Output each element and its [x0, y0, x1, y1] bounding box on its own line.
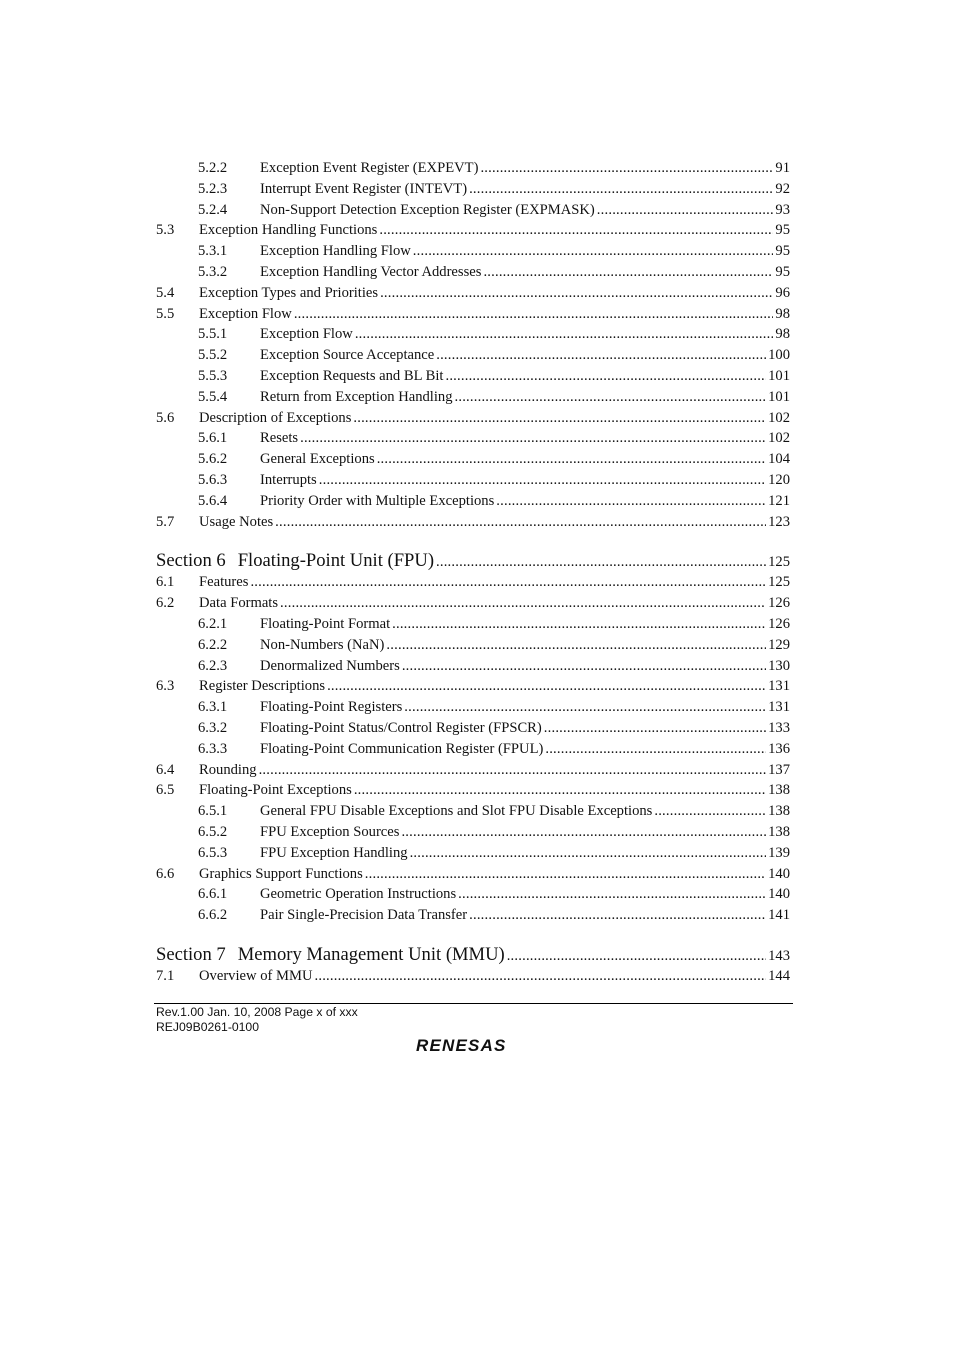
toc-entry-line [199, 676, 790, 697]
toc-entry-line [199, 572, 790, 593]
toc-entry-line [260, 345, 790, 366]
toc-entry-line [199, 966, 790, 987]
toc-entry-number: 6.2.2 [198, 636, 228, 653]
toc-page-number: 96 [775, 284, 790, 301]
toc-entry-number: 6.2.1 [198, 615, 228, 632]
toc-page-number: 120 [768, 471, 790, 488]
toc-entry-number: 5.5 [156, 305, 175, 322]
toc-entry-title: Priority Order with Multiple Exceptions [260, 492, 495, 509]
toc-page-number: 141 [768, 907, 790, 924]
toc-entry-number: 6.6.2 [198, 907, 228, 924]
toc-entry[interactable] [156, 324, 790, 345]
toc-entry-title: Usage Notes [199, 513, 274, 530]
toc-entry-number: 5.2.3 [198, 180, 228, 197]
toc-section-label [156, 944, 505, 966]
toc-entry-title: Interrupt Event Register (INTEVT) [260, 180, 468, 197]
dot-leader [280, 593, 766, 614]
toc-entry[interactable] [156, 905, 790, 926]
toc-entry-title: Interrupts [260, 471, 317, 488]
toc-entry-number: 5.5.3 [198, 367, 228, 384]
toc-entry-title: Exception Event Register (EXPEVT) [260, 160, 479, 176]
toc-page-number: 93 [775, 201, 790, 218]
toc-entry-line [260, 158, 790, 179]
toc-entry-number: 5.6.4 [198, 492, 228, 509]
dot-leader [469, 905, 766, 926]
toc-entry-number: 6.4 [156, 761, 175, 778]
toc-entry-number: 6.5.3 [198, 844, 228, 861]
toc-entry-number: 6.6.1 [198, 886, 228, 903]
toc-entry[interactable] [156, 179, 790, 200]
toc-entry[interactable] [156, 283, 790, 304]
toc-entry-number: 6.2 [156, 595, 175, 612]
toc-entry[interactable] [156, 572, 790, 593]
toc-entry-number: 5.3.2 [198, 263, 228, 280]
toc-entry-line [260, 241, 790, 262]
toc-entry-line [260, 718, 790, 739]
toc-entry-number: 6.2.3 [198, 657, 228, 674]
toc-entry-number: 5.4 [156, 284, 175, 301]
toc-entry[interactable] [156, 470, 790, 491]
toc-entry-line [260, 884, 790, 905]
dot-leader [483, 262, 773, 283]
toc-entry[interactable] [156, 614, 790, 635]
toc-entry[interactable] [156, 366, 790, 387]
toc-page-number: 140 [768, 865, 790, 882]
toc-entry-number: 5.2.4 [198, 201, 228, 218]
toc-page-number: 95 [775, 222, 790, 239]
toc-entry[interactable] [156, 697, 790, 718]
toc-entry[interactable] [156, 345, 790, 366]
dot-leader [380, 283, 773, 304]
toc-page-number: 95 [775, 263, 790, 280]
toc-page-number: 91 [775, 160, 790, 176]
dot-leader [402, 656, 766, 677]
toc-entry-title: Denormalized Numbers [260, 657, 400, 674]
dot-leader [445, 366, 766, 387]
toc-entry[interactable] [156, 966, 790, 987]
toc-page-number: 121 [768, 492, 790, 509]
toc-entry-line [260, 739, 790, 760]
dot-leader [436, 345, 766, 366]
dot-leader [404, 697, 766, 718]
toc-page-number: 98 [775, 305, 790, 322]
dot-leader [507, 945, 766, 966]
toc-page-number: 102 [768, 409, 790, 426]
toc-entry-line [260, 491, 790, 512]
dot-leader [377, 449, 766, 470]
toc-page-number: 133 [768, 719, 790, 736]
dot-leader [413, 241, 774, 262]
toc-entry-number: 5.3 [156, 222, 175, 239]
toc-entry-title: Data Formats [199, 595, 279, 612]
dot-leader [319, 470, 766, 491]
dot-leader [496, 491, 766, 512]
toc-entry-title: Exception Flow [260, 326, 353, 343]
toc-page-number: 102 [768, 430, 790, 447]
toc-entry-title: Geometric Operation Instructions [260, 886, 457, 903]
dot-leader [275, 512, 766, 533]
toc-entry-number: 5.7 [156, 513, 175, 530]
dot-leader [544, 718, 766, 739]
toc-page-number: 129 [768, 636, 790, 653]
toc-entry-title: Floating-Point Status/Control Register (FPSCR) [260, 719, 542, 736]
toc-entry-line [199, 283, 790, 304]
toc-page-number: 144 [768, 967, 790, 984]
toc-page-number: 101 [768, 367, 790, 384]
footer-divider [154, 1003, 793, 1004]
toc-entry-title: Exception Types and Priorities [199, 284, 379, 301]
toc-entry[interactable] [156, 387, 790, 408]
toc-entry-title: Floating-Point Communication Register (FPUL) [260, 740, 544, 757]
toc-entry-title: Features [199, 574, 249, 591]
dot-leader [469, 179, 773, 200]
toc-entry-line [260, 801, 790, 822]
toc-page-number: 130 [768, 657, 790, 674]
toc-entry-title: Resets [260, 430, 299, 447]
toc-page-number: 136 [768, 740, 790, 757]
toc-entry[interactable] [156, 200, 790, 221]
dot-leader [355, 324, 774, 345]
toc-page-number: 139 [768, 844, 790, 861]
toc-entry-title: General Exceptions [260, 451, 375, 468]
toc-entry-title: Pair Single-Precision Data Transfer [260, 907, 468, 924]
toc-entry-title: Non-Numbers (NaN) [260, 636, 385, 653]
toc-entry[interactable] [156, 220, 790, 241]
dot-leader [300, 428, 766, 449]
toc-entry-line [260, 470, 790, 491]
toc-entry[interactable] [156, 262, 790, 283]
toc-page-number: 95 [775, 243, 790, 260]
revision-line: Rev.1.00 Jan. 10, 2008 Page x of xxx [156, 1005, 358, 1019]
dot-leader [410, 843, 767, 864]
toc-entry-title: Floating-Point Unit (FPU) [237, 550, 435, 572]
toc-entry[interactable] [156, 241, 790, 262]
dot-leader [353, 408, 766, 429]
toc-entry-line [260, 366, 790, 387]
toc-entry-line [260, 387, 790, 408]
toc-page-number: 126 [768, 615, 790, 632]
document-number: REJ09B0261-0100 [156, 1020, 259, 1034]
toc-entry[interactable] [156, 408, 790, 429]
dot-leader [455, 387, 767, 408]
toc-page-number: 140 [768, 886, 790, 903]
toc-entry-number: 6.3.1 [198, 699, 228, 716]
toc-entry-title: Exception Handling Vector Addresses [260, 263, 482, 280]
toc-entry-line [199, 864, 790, 885]
toc-entry-title: Exception Requests and BL Bit [260, 367, 444, 384]
toc-entry-line [260, 428, 790, 449]
dot-leader [259, 760, 767, 781]
toc-entry-title: Return from Exception Handling [260, 388, 453, 405]
toc-entry-line [260, 614, 790, 635]
toc-entry-number: 6.3 [156, 678, 175, 695]
svg-text:RENESAS: RENESAS [416, 1036, 507, 1054]
dot-leader [480, 158, 773, 179]
toc-entry-title: Overview of MMU [199, 967, 313, 984]
toc-entry-number: Section 7 [156, 943, 226, 965]
dot-leader [458, 884, 766, 905]
dot-leader [250, 572, 766, 593]
toc-section-heading[interactable] [156, 944, 790, 966]
toc-entry[interactable] [156, 718, 790, 739]
toc-page-number: 101 [768, 388, 790, 405]
toc-entry-title: Floating-Point Registers [260, 699, 403, 716]
toc-page-number: 92 [775, 180, 790, 197]
toc-entry-title: Exception Handling Functions [199, 222, 378, 239]
dot-leader [327, 676, 766, 697]
toc-entry-line [199, 593, 790, 614]
toc-entry-number: 5.5.2 [198, 347, 228, 364]
toc-entry[interactable] [156, 676, 790, 697]
toc-entry-line [199, 760, 790, 781]
toc-entry-number: 6.5.1 [198, 803, 228, 820]
toc-page-number: 138 [768, 782, 790, 799]
table-of-contents [156, 158, 790, 987]
toc-entry-title: Exception Handling Flow [260, 243, 411, 260]
page-footer [156, 1005, 358, 1035]
toc-page-number: 138 [768, 823, 790, 840]
toc-entry-title: Register Descriptions [199, 678, 326, 695]
dot-leader [354, 780, 766, 801]
toc-page-number: 143 [768, 947, 790, 964]
toc-entry-line [260, 697, 790, 718]
toc-entry[interactable] [156, 304, 790, 325]
toc-entry-title: Non-Support Detection Exception Register (EXPMASK) [260, 201, 595, 218]
toc-entry[interactable] [156, 864, 790, 885]
toc-entry-line [260, 656, 790, 677]
toc-entry-line [260, 324, 790, 345]
toc-entry-line [260, 822, 790, 843]
dot-leader [294, 304, 774, 325]
dot-leader [315, 966, 767, 987]
toc-entry[interactable] [156, 158, 790, 179]
toc-entry-line [156, 550, 790, 572]
toc-page-number: 138 [768, 803, 790, 820]
toc-page-number: 100 [768, 347, 790, 364]
toc-entry-line [260, 635, 790, 656]
dot-leader [436, 551, 766, 572]
toc-entry-title: Rounding [199, 761, 257, 778]
renesas-logo [414, 1036, 534, 1054]
toc-entry-number: 6.3.3 [198, 740, 228, 757]
toc-page-number: 126 [768, 595, 790, 612]
toc-page-number: 137 [768, 761, 790, 778]
dot-leader [386, 635, 766, 656]
toc-entry-number: 6.1 [156, 574, 175, 591]
toc-page-number: 131 [768, 699, 790, 716]
toc-section-heading[interactable] [156, 550, 790, 572]
toc-entry-line [156, 944, 790, 966]
toc-page-number: 131 [768, 678, 790, 695]
toc-entry[interactable] [156, 843, 790, 864]
dot-leader [392, 614, 766, 635]
toc-entry-line [199, 408, 790, 429]
toc-entry-number: 5.2.2 [198, 160, 228, 176]
toc-entry-number: Section 6 [156, 550, 226, 572]
toc-entry[interactable] [156, 760, 790, 781]
toc-entry[interactable] [156, 593, 790, 614]
toc-entry-line [260, 843, 790, 864]
toc-entry-number: 6.3.2 [198, 719, 228, 736]
toc-entry[interactable] [156, 884, 790, 905]
toc-entry-number: 5.6.3 [198, 471, 228, 488]
toc-page-number: 98 [775, 326, 790, 343]
dot-leader [597, 200, 774, 221]
toc-entry-number: 5.6 [156, 409, 175, 426]
toc-entry-title: Exception Flow [199, 305, 292, 322]
dot-leader [365, 864, 766, 885]
toc-entry-line [199, 304, 790, 325]
toc-entry-title: Exception Source Acceptance [260, 347, 435, 364]
toc-entry-number: 6.5.2 [198, 823, 228, 840]
toc-entry[interactable] [156, 635, 790, 656]
toc-entry-number: 6.5 [156, 782, 175, 799]
dot-leader [379, 220, 773, 241]
toc-entry-title: Floating-Point Exceptions [199, 782, 352, 799]
toc-entry-number: 5.6.2 [198, 451, 228, 468]
toc-entry-number: 5.6.1 [198, 430, 228, 447]
toc-entry-title: Description of Exceptions [199, 409, 352, 426]
toc-entry-number: 5.5.4 [198, 388, 228, 405]
toc-entry-line [199, 220, 790, 241]
toc-page-number: 123 [768, 513, 790, 530]
toc-entry-title: FPU Exception Handling [260, 844, 408, 861]
toc-entry-line [260, 449, 790, 470]
toc-entry-title: Graphics Support Functions [199, 865, 363, 882]
toc-entry[interactable] [156, 491, 790, 512]
toc-entry[interactable] [156, 428, 790, 449]
toc-entry-number: 7.1 [156, 967, 175, 984]
toc-entry-number: 6.6 [156, 865, 175, 882]
toc-entry[interactable] [156, 449, 790, 470]
toc-section-label [156, 550, 434, 572]
toc-page-number: 104 [768, 451, 790, 468]
toc-entry-line [260, 200, 790, 221]
toc-entry-number: 5.5.1 [198, 326, 228, 343]
toc-entry-number: 5.3.1 [198, 243, 228, 260]
toc-entry-line [260, 262, 790, 283]
toc-entry[interactable] [156, 822, 790, 843]
toc-entry-line [260, 179, 790, 200]
toc-page-number: 125 [768, 554, 790, 571]
toc-entry-line [260, 905, 790, 926]
toc-entry-line [199, 780, 790, 801]
toc-entry-line [199, 512, 790, 533]
toc-entry[interactable] [156, 780, 790, 801]
toc-entry[interactable] [156, 656, 790, 677]
toc-entry[interactable] [156, 739, 790, 760]
dot-leader [545, 739, 766, 760]
toc-page-number: 125 [768, 574, 790, 591]
toc-entry[interactable] [156, 512, 790, 533]
toc-entry[interactable] [156, 801, 790, 822]
dot-leader [401, 822, 766, 843]
toc-entry-title: General FPU Disable Exceptions and Slot FPU Disable Exceptions [260, 803, 653, 820]
toc-entry-title: Memory Management Unit (MMU) [237, 943, 505, 965]
toc-entry-title: Floating-Point Format [260, 615, 391, 632]
dot-leader [654, 801, 766, 822]
toc-entry-title: FPU Exception Sources [260, 823, 400, 840]
